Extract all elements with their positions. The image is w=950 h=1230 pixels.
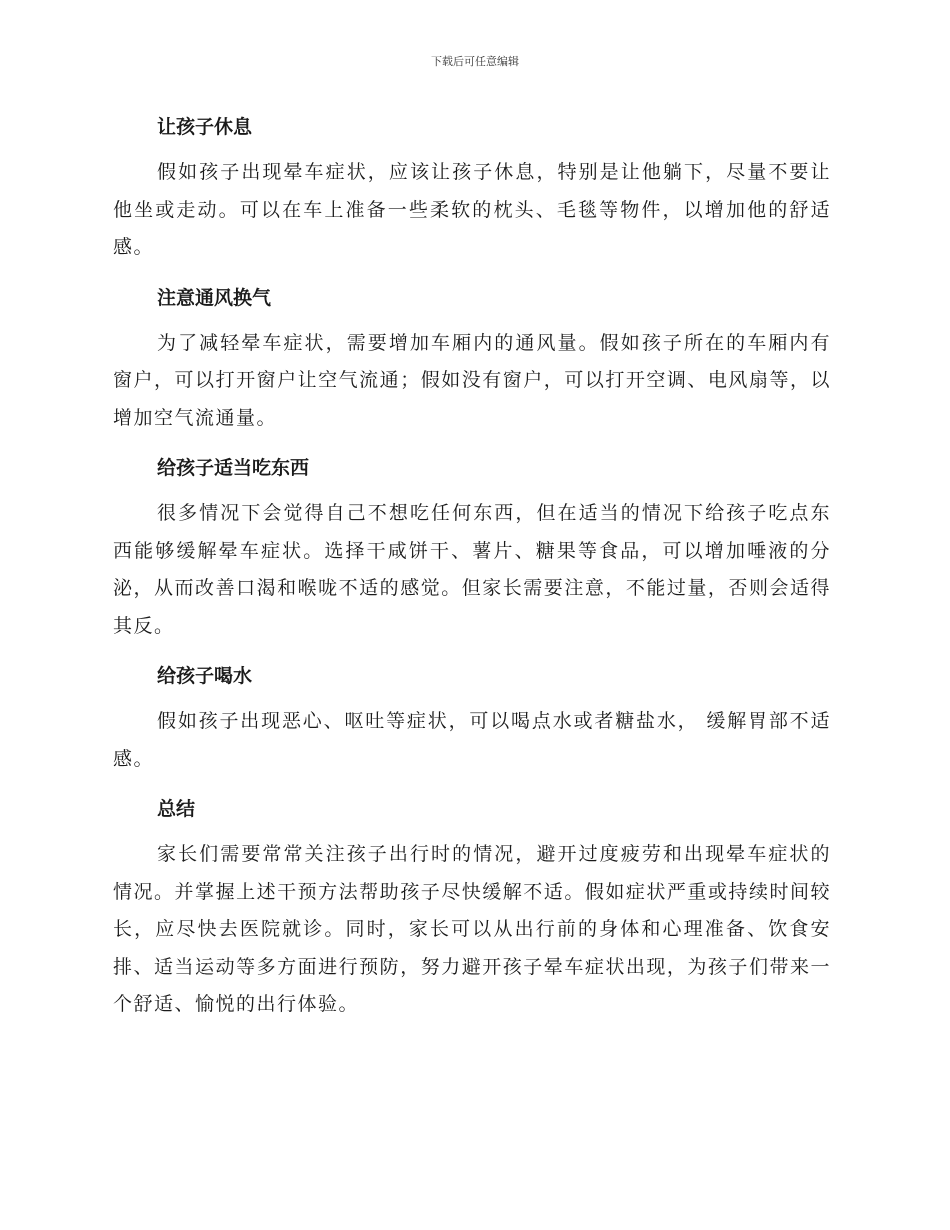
- section-paragraph: 为了减轻晕车症状，需要增加车厢内的通风量。假如孩子所在的车厢内有窗户，可以打开窗户让空气流通；假如没有窗户，可以打开空调、电风扇等，以增加空气流通量。: [113, 331, 831, 429]
- section-ventilation: [113, 279, 831, 438]
- page-header-note: 下载后可任意编辑: [431, 55, 519, 68]
- section-heading: 总结: [157, 798, 196, 820]
- section-food: [113, 449, 831, 645]
- section-summary: [113, 790, 831, 1024]
- section-heading: 注意通风换气: [157, 286, 272, 309]
- section-paragraph: 假如孩子出现晕车症状，应该让孩子休息，特别是让他躺下，尽量不要让他坐或走动。可以在车上准备一些柔软的枕头、毛毯等物件，以增加他的舒适感。: [113, 161, 831, 258]
- section-rest: [113, 108, 831, 267]
- section-paragraph: 很多情况下会觉得自己不想吃任何东西，但在适当的情况下给孩子吃点东西能够缓解晕车症状。选择干咸饼干、薯片、糖果等食品，可以增加唾液的分泌，从而改善口渴和喉咙不适的感觉。但家长需要注意，不能过量，否则会适得其反。: [113, 502, 831, 637]
- document-body: [113, 108, 831, 1036]
- section-water: [113, 657, 831, 778]
- section-paragraph: 家长们需要常常关注孩子出行时的情况，避开过度疲劳和出现晕车症状的情况。并掌握上述干预方法帮助孩子尽快缓解不适。假如症状严重或持续时间较长，应尽快去医院就诊。同时，家长可以从出行前的身体和心理准备、饮食安排、适当运动等多方面进行预防，努力避开孩子晕车症状出现，为孩子们带来一个舒适、愉悦的出行体验。: [113, 843, 831, 1015]
- section-paragraph: 假如孩子出现恶心、呕吐等症状，可以喝点水或者糖盐水， 缓解胃部不适感。: [113, 710, 831, 770]
- section-heading: 给孩子适当吃东西: [157, 457, 310, 479]
- section-heading: 让孩子休息: [157, 116, 253, 138]
- section-heading: 给孩子喝水: [157, 665, 253, 687]
